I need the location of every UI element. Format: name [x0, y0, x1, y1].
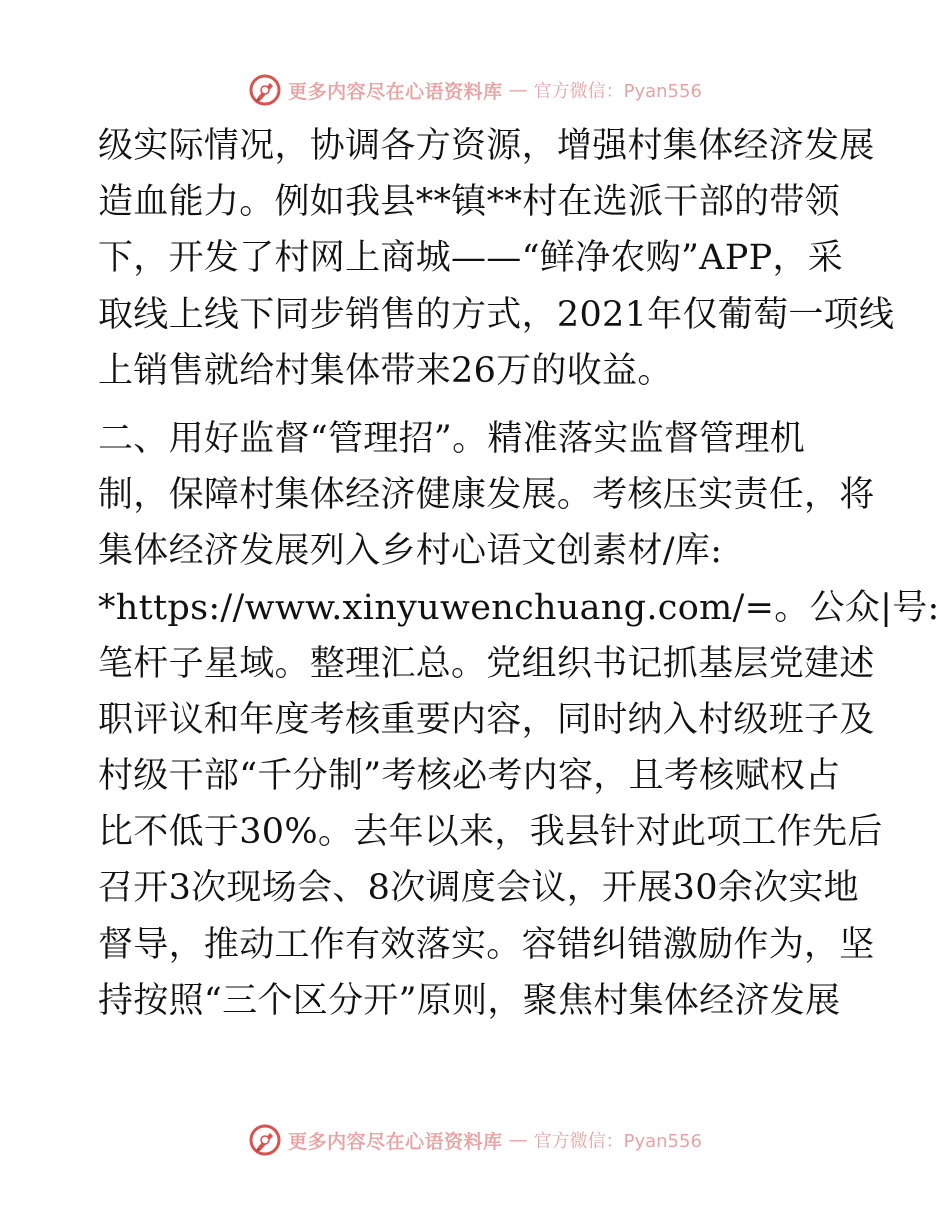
- text-line: 持按照“三个区分开”原则，聚焦村集体经济发展: [98, 980, 841, 1021]
- text-line: 集体经济发展列入乡村心语文创素材/库:: [98, 531, 723, 572]
- text-line: 制，保障村集体经济健康发展。考核压实责任，将: [98, 475, 875, 516]
- text-line: 二、用好监督“管理招”。精准落实监督管理机: [98, 418, 806, 459]
- pen-logo-icon: [248, 1123, 282, 1157]
- watermark-dash: —: [508, 1129, 528, 1151]
- text-line: 职评议和年度考核重要内容，同时纳入村级班子及: [98, 699, 875, 740]
- watermark-contact: 官方微信：Pyan556: [533, 81, 702, 102]
- watermark-group: [248, 73, 702, 107]
- text-line: 级实际情况，协调各方资源，增强村集体经济发展: [98, 126, 875, 166]
- watermark-group: [248, 1123, 702, 1157]
- text-line: 取线上线下同步销售的方式，2021年仅葡萄一项线: [98, 294, 895, 335]
- header-watermark-banner: [0, 70, 950, 110]
- watermark-contact: 官方微信：Pyan556: [533, 1131, 702, 1152]
- paragraph-gap: [98, 399, 878, 411]
- text-line: 督导，推动工作有效落实。容错纠错激励作为，坚: [98, 924, 875, 965]
- text-line: 召开3次现场会、8次调度会议，开展30余次实地: [98, 868, 859, 909]
- footer-watermark-banner: [0, 1120, 950, 1160]
- paragraph: [98, 118, 895, 399]
- watermark-dash: —: [508, 79, 528, 101]
- text-line: 笔杆子星域。整理汇总。党组织书记抓基层党建述: [98, 643, 875, 684]
- text-line: *https://www.xinyuwenchuang.com/=。公众|号:: [98, 587, 940, 628]
- paragraph: [98, 411, 940, 1029]
- watermark-title: 更多内容尽在心语资料库: [288, 1130, 503, 1153]
- text-line: 造血能力。例如我县**镇**村在选派干部的带领: [98, 182, 840, 223]
- document-body: [98, 118, 940, 1029]
- text-line: 村级干部“千分制”考核必考内容，且考核赋权占: [98, 756, 841, 797]
- text-line: 比不低于30%。去年以来，我县针对此项工作先后: [98, 812, 883, 853]
- text-line: 下，开发了村网上商城——“鲜净农购”APP，采: [98, 238, 844, 279]
- pen-logo-icon: [248, 73, 282, 107]
- text-line: 上销售就给村集体带来26万的收益。: [98, 350, 673, 391]
- watermark-title: 更多内容尽在心语资料库: [288, 80, 503, 103]
